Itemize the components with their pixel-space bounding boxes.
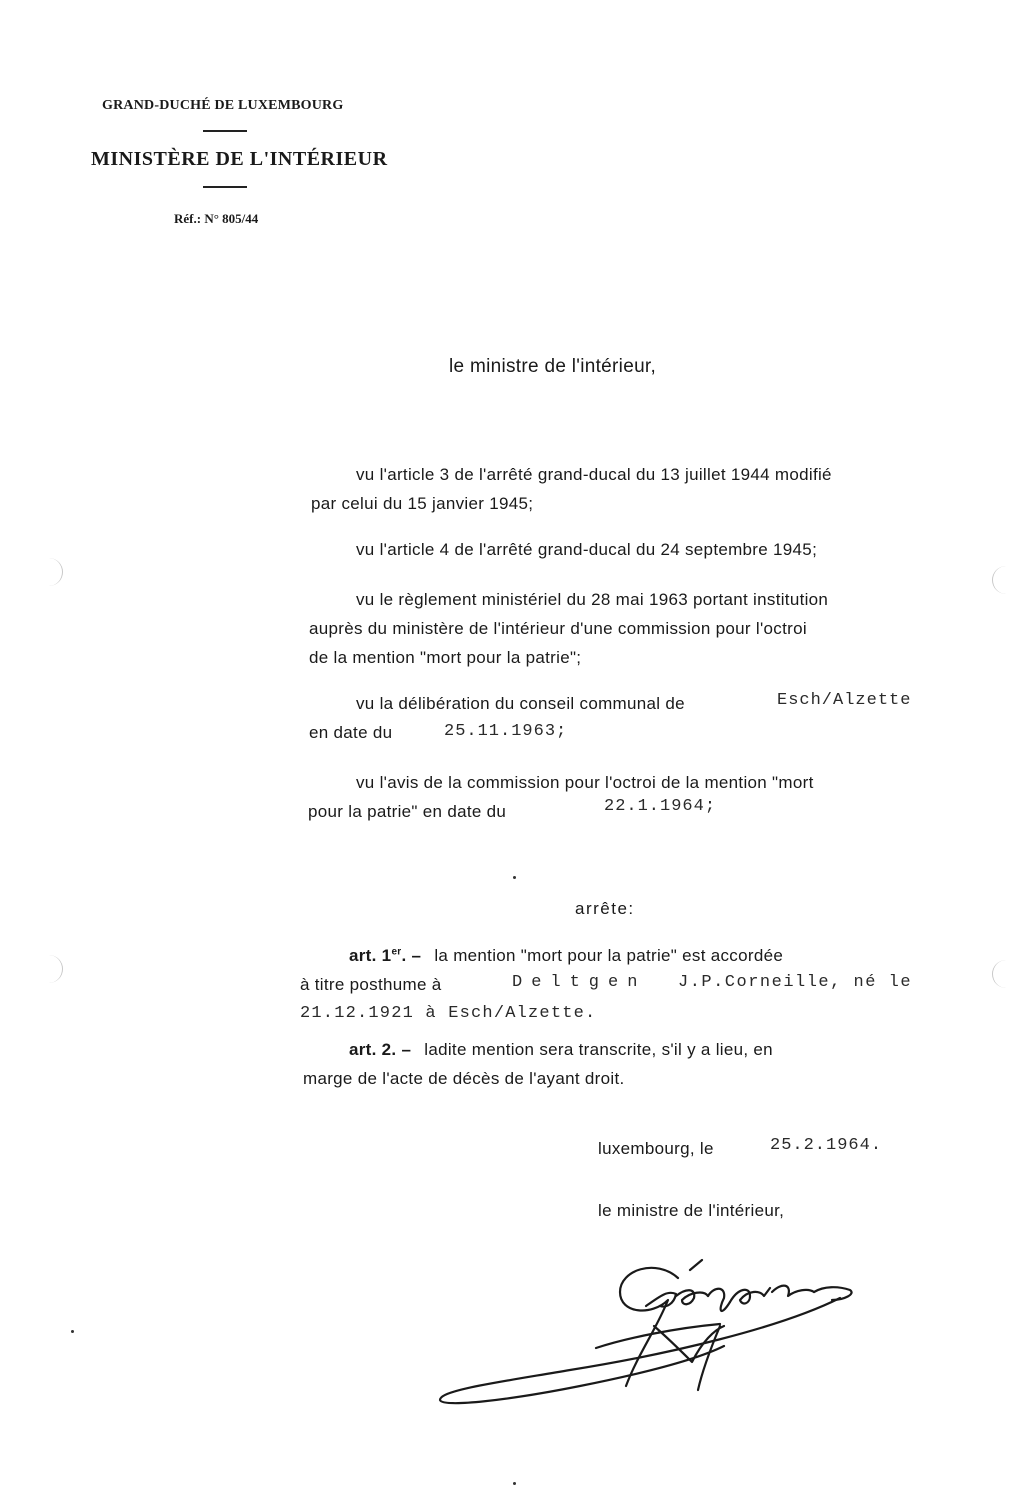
consideration-4-line-2: en date du	[309, 723, 393, 742]
honoree-given-names: J.P.Corneille, né le	[678, 973, 913, 992]
consideration-1-line-1: vu l'article 3 de l'arrêté grand-ducal du 13 juillet 1944 modifié	[356, 465, 832, 484]
article-1-text-1: la mention "mort pour la patrie" est accordée	[434, 946, 784, 965]
consideration-2-line-1: vu l'article 4 de l'arrêté grand-ducal du 24 septembre 1945;	[356, 540, 818, 559]
article-1-line-2: à titre posthume à	[300, 975, 442, 994]
consideration-3-line-3: de la mention "mort pour la patrie";	[309, 648, 582, 667]
consideration-5-line-1: vu l'avis de la commission pour l'octroi de la mention "mort	[356, 773, 814, 792]
consideration-5-line-2: pour la patrie" en date du	[308, 802, 507, 821]
handwritten-signature	[420, 1230, 880, 1420]
closing-date: 25.2.1964.	[770, 1136, 883, 1155]
consideration-1-line-2: par celui du 15 janvier 1945;	[311, 494, 534, 513]
reference-number: Réf.: N° 805/44	[174, 211, 259, 226]
signatory-title: le ministre de l'intérieur,	[598, 1201, 785, 1220]
decision-heading: arrête:	[575, 899, 635, 918]
punch-hole-mark	[48, 955, 63, 983]
ink-speck	[513, 876, 516, 879]
commune-name: Esch/Alzette	[777, 691, 912, 710]
punch-hole-mark	[48, 558, 63, 586]
letterhead-ministry: MINISTÈRE DE L'INTÉRIEUR	[91, 148, 388, 170]
consideration-3-line-2: auprès du ministère de l'intérieur d'une commission pour l'octroi	[309, 619, 807, 638]
article-1-label-sup: er	[391, 946, 402, 958]
commission-date: 22.1.1964;	[604, 797, 717, 816]
honoree-birth: 21.12.1921 à Esch/Alzette.	[300, 1004, 597, 1023]
deliberation-date: 25.11.1963;	[444, 722, 568, 741]
article-2-line-2: marge de l'acte de décès de l'ayant droit.	[303, 1069, 625, 1088]
letterhead-rule	[203, 130, 247, 132]
article-2-line-1	[349, 1040, 773, 1060]
article-1-line-1	[349, 946, 783, 966]
document-title: le ministre de l'intérieur,	[449, 356, 657, 377]
letterhead-country: GRAND-DUCHÉ DE LUXEMBOURG	[102, 98, 344, 113]
closing-place: luxembourg, le	[598, 1139, 714, 1158]
consideration-3-line-1: vu le règlement ministériel du 28 mai 1963 portant institution	[356, 590, 829, 609]
article-2-label: art. 2. –	[349, 1040, 412, 1059]
article-2-text-1: ladite mention sera transcrite, s'il y a lieu, en	[424, 1040, 773, 1059]
punch-hole-mark	[992, 960, 1007, 988]
letterhead-rule	[203, 186, 247, 188]
honoree-surname: Deltgen	[512, 973, 647, 992]
consideration-4-line-1: vu la délibération du conseil communal de	[356, 694, 685, 713]
article-1-label: art. 1	[349, 946, 392, 965]
punch-hole-mark	[992, 566, 1007, 594]
ink-speck	[71, 1330, 74, 1333]
ink-speck	[513, 1482, 516, 1485]
article-1-label-end: . –	[401, 946, 422, 965]
